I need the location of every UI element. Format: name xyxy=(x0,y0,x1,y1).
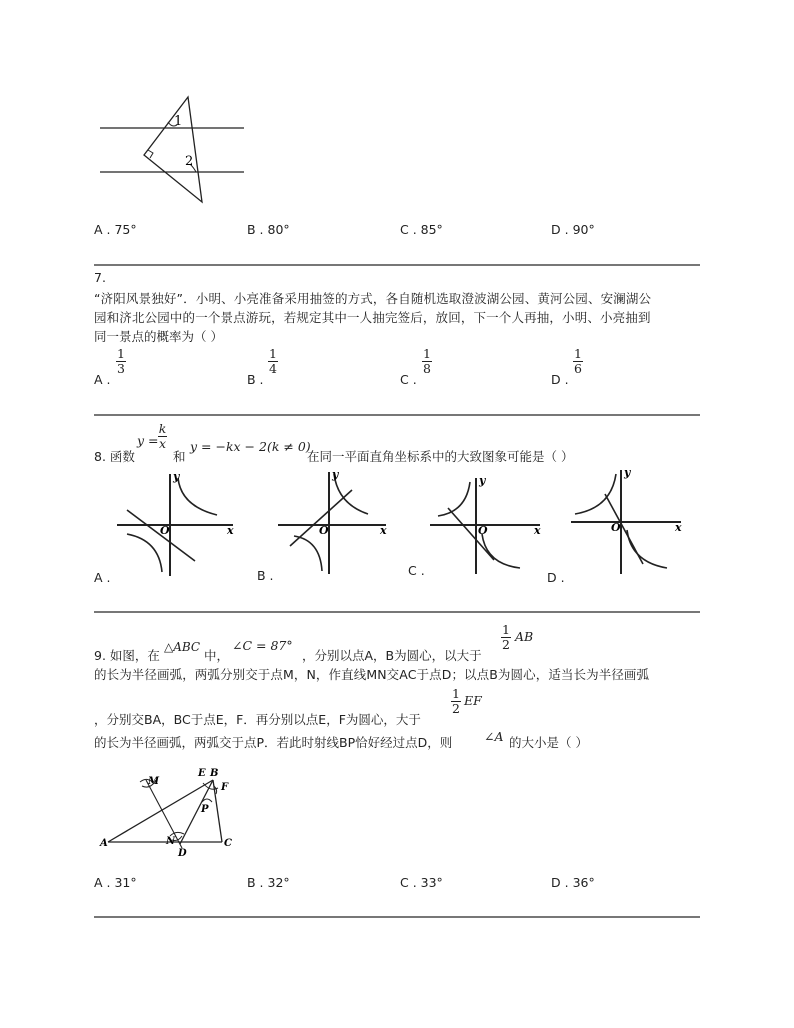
q8-c-y-label: y xyxy=(479,474,486,487)
q8-option-b[interactable]: B . xyxy=(257,568,274,583)
q8-a-y-label: y xyxy=(173,470,180,483)
q9-half-ab: $\frac{1}{2}$ xyxy=(502,622,510,652)
q8-c-x-label: x xyxy=(534,524,541,537)
q9-fig-label-b: B xyxy=(210,768,219,779)
q9-option-d[interactable]: D . 36° xyxy=(551,875,595,890)
q9-ef: EF xyxy=(464,693,482,708)
q7-option-c[interactable]: C . xyxy=(400,372,417,387)
q7-text-line2: 园和济北公园中的一个景点游玩，若规定其中一人抽完签后，放回，下一个人再抽，小明、小亮抽到 xyxy=(94,310,651,325)
divider xyxy=(94,611,700,613)
q9-text-line2: 的长为半径画弧，两弧分别交于点M，N，作直线MN交AC于点D；以点B为圆心，适当长为半径画弧 xyxy=(94,667,650,682)
q9-angle-a: ∠A xyxy=(484,729,504,744)
q9-fig-label-e: E xyxy=(198,768,206,779)
q6-option-a[interactable]: A . 75° xyxy=(94,222,137,237)
q8-option-a[interactable]: A . xyxy=(94,570,111,585)
q8-graph-b xyxy=(276,466,391,578)
q7-option-d[interactable]: D . xyxy=(551,372,569,387)
q8-and: 和 xyxy=(173,449,186,464)
q7-option-b-fraction: $\frac{1}{4}$ xyxy=(269,346,277,376)
q6-option-d[interactable]: D . 90° xyxy=(551,222,595,237)
q9-fig-label-p: P xyxy=(201,804,209,815)
q8-b-x-label: x xyxy=(380,524,387,537)
q9-triangle: △ABC xyxy=(164,640,201,654)
q6-label-2: 2 xyxy=(185,154,194,169)
q7-option-a-fraction: $\frac{1}{3}$ xyxy=(117,346,125,376)
q8-suffix: 在同一平面直角坐标系中的大致图象可能是（ ） xyxy=(307,449,574,464)
q8-d-x-label: x xyxy=(675,521,682,534)
divider xyxy=(94,916,700,918)
q8-prefix: 8. 函数 xyxy=(94,449,135,464)
q6-option-b[interactable]: B . 80° xyxy=(247,222,290,237)
q6-figure xyxy=(96,92,256,208)
q7-option-a[interactable]: A . xyxy=(94,372,111,387)
q9-option-a[interactable]: A . 31° xyxy=(94,875,137,890)
q9-text-line4a: 的长为半径画弧，两弧交于点P．若此时射线BP恰好经过点D，则 xyxy=(94,735,453,750)
q8-c-origin-label: O xyxy=(478,524,488,537)
q9-mid2: ，分别以点A，B为圆心，以大于 xyxy=(302,648,482,663)
q8-a-x-label: x xyxy=(227,524,234,537)
q8-func2: y = −kx − 2(k ≠ 0) xyxy=(190,439,311,454)
q9-mid1: 中， xyxy=(204,648,230,663)
q9-fig-label-m: M xyxy=(148,776,160,787)
divider xyxy=(94,264,700,266)
q7-text-line3: 同一景点的概率为（ ） xyxy=(94,329,223,344)
q7-option-d-fraction: $\frac{1}{6}$ xyxy=(574,346,582,376)
q6-label-1: 1 xyxy=(174,114,183,129)
q9-fig-label-a: A xyxy=(100,838,108,849)
q9-ab: AB xyxy=(515,629,534,644)
q9-fig-label-n: N xyxy=(166,836,176,847)
q7-number: 7. xyxy=(94,270,106,285)
q8-graph-a xyxy=(115,468,240,580)
q8-option-c[interactable]: C . xyxy=(408,563,425,578)
q9-text-line3: ，分别交BA，BC于点E，F．再分别以点E，F为圆心，大于 xyxy=(94,712,421,727)
divider xyxy=(94,414,700,416)
q8-func1-fraction: $\frac{k}{x}$ xyxy=(158,421,167,451)
q9-option-c[interactable]: C . 33° xyxy=(400,875,443,890)
q8-b-y-label: y xyxy=(332,468,339,481)
q8-func1-left: y = xyxy=(137,433,159,448)
q9-fig-label-c: C xyxy=(224,838,232,849)
q8-option-d[interactable]: D . xyxy=(547,570,565,585)
q7-option-b[interactable]: B . xyxy=(247,372,264,387)
q6-option-c[interactable]: C . 85° xyxy=(400,222,443,237)
q8-d-origin-label: O xyxy=(611,521,621,534)
q9-option-b[interactable]: B . 32° xyxy=(247,875,290,890)
q8-graph-c xyxy=(428,472,546,578)
q7-text-line1: “济阳风景独好”．小明、小亮准备采用抽签的方式，各自随机选取澄波湖公园、黄河公园、安澜湖公 xyxy=(94,291,652,306)
q8-a-origin-label: O xyxy=(160,524,170,537)
q9-half-ef: $\frac{1}{2}$ xyxy=(452,686,460,716)
q9-prefix: 9. 如图，在 xyxy=(94,648,160,663)
q8-d-y-label: y xyxy=(624,466,631,479)
q9-fig-label-f: F xyxy=(221,782,229,793)
q8-graph-d xyxy=(569,466,687,578)
q9-angle-c: ∠C = 87° xyxy=(232,638,293,653)
q9-fig-label-d: D xyxy=(178,848,187,858)
q9-figure xyxy=(98,766,250,858)
q9-text-line4b: 的大小是（ ） xyxy=(509,735,588,750)
q7-option-c-fraction: $\frac{1}{8}$ xyxy=(423,346,431,376)
q8-b-origin-label: O xyxy=(319,524,329,537)
